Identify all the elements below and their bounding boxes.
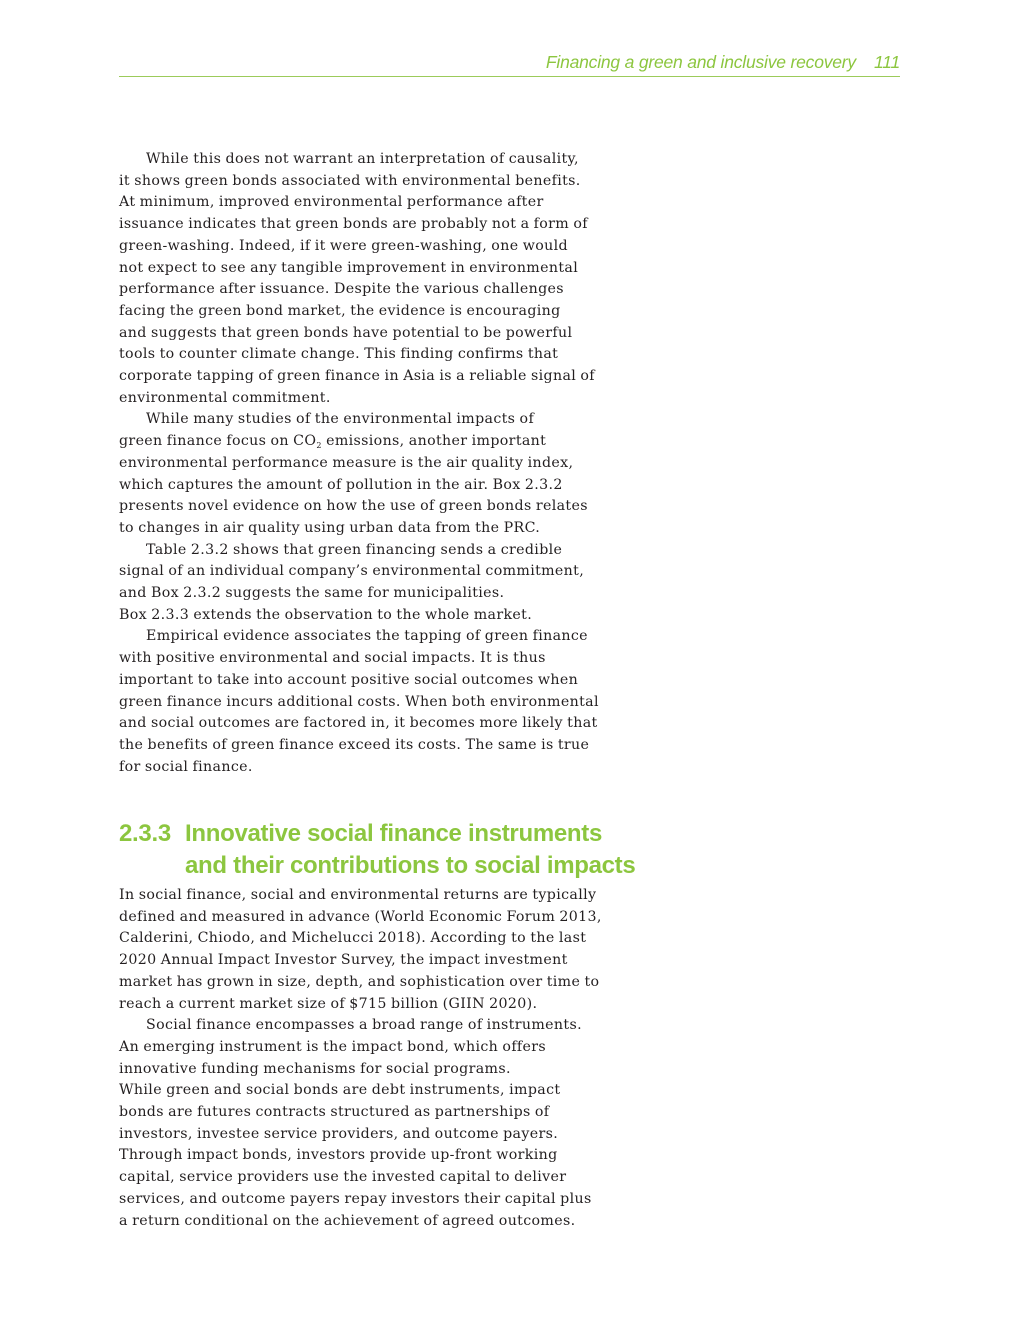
text-line: While many studies of the environmental impacts of — [146, 411, 535, 428]
paragraph — [119, 540, 599, 627]
text-line: reach a current market size of $715 billion (GIIN 2020). — [119, 995, 538, 1012]
text-line: tools to counter climate change. This finding confirms that — [119, 346, 559, 363]
text-line: Social finance encompasses a broad range of instruments. — [146, 1017, 582, 1034]
running-header — [119, 52, 900, 77]
text-line: and suggests that green bonds have potential to be powerful — [119, 324, 573, 341]
body-text-top — [119, 149, 599, 778]
text-line: environmental commitment. — [119, 389, 331, 406]
text-line: At minimum, improved environmental performance after — [119, 194, 544, 211]
text-line: defined and measured in advance (World Economic Forum 2013, — [119, 908, 602, 925]
text-line: important to take into account positive social outcomes when — [119, 671, 579, 688]
text-line: to changes in air quality using urban data from the PRC. — [119, 519, 541, 536]
section-title-line2: and their contributions to social impacts — [185, 852, 636, 879]
text-line: capital, service providers use the invested capital to deliver — [119, 1169, 567, 1186]
text-line: market has grown in size, depth, and sophistication over time to — [119, 973, 600, 990]
text-line: bonds are futures contracts structured as partnerships of — [119, 1104, 550, 1121]
co2-subscript: 2 — [316, 441, 322, 451]
text-line: performance after issuance. Despite the various challenges — [119, 281, 564, 298]
text-line: innovative funding mechanisms for social programs. — [119, 1060, 511, 1077]
text-line: with positive environmental and social impacts. It is thus — [119, 650, 546, 667]
text-line: While green and social bonds are debt instruments, impact — [119, 1082, 561, 1099]
paragraph — [119, 149, 599, 409]
text-line: 2020 Annual Impact Investor Survey, the impact investment — [119, 952, 568, 969]
text-line: and social outcomes are factored in, it becomes more likely that — [119, 715, 598, 732]
paragraph — [119, 885, 602, 1015]
text-line: Empirical evidence associates the tapping of green finance — [146, 628, 588, 645]
section-heading — [119, 818, 679, 882]
paragraph — [119, 626, 599, 778]
text-line: While this does not warrant an interpretation of causality, — [146, 151, 579, 167]
text-line: Through impact bonds, investors provide up-front working — [119, 1147, 558, 1164]
running-header-title: Financing a green and inclusive recovery — [545, 52, 856, 72]
text-line: a return conditional on the achievement of agreed outcomes. — [119, 1212, 576, 1229]
text-line: and Box 2.3.2 suggests the same for municipalities. — [119, 585, 505, 602]
body-text-bottom — [119, 885, 602, 1232]
text-line: it shows green bonds associated with environmental benefits. — [119, 172, 581, 189]
text-line: which captures the amount of pollution in the air. Box 2.3.2 — [119, 476, 563, 493]
text-line: not expect to see any tangible improvement in environmental — [119, 259, 579, 276]
text-line: signal of an individual company’s environmental commitment, — [119, 563, 585, 580]
text-line: the benefits of green finance exceed its costs. The same is true — [119, 736, 590, 753]
co2-text-before: green finance focus on CO — [119, 433, 317, 450]
text-line: Table 2.3.2 shows that green financing sends a credible — [146, 541, 563, 558]
paragraph — [119, 1015, 599, 1232]
text-line: issuance indicates that green bonds are probably not a form of — [119, 216, 588, 233]
text-line — [119, 431, 599, 453]
section-title-line1: Innovative social finance instruments — [185, 820, 603, 847]
text-line: Box 2.3.3 extends the observation to the whole market. — [119, 606, 533, 623]
text-line: In social finance, social and environmental returns are typically — [119, 887, 597, 903]
section-number: 2.3.3 — [119, 820, 171, 847]
text-line: presents novel evidence on how the use of green bonds relates — [119, 498, 588, 515]
text-line: facing the green bond market, the evidence is encouraging — [119, 302, 561, 319]
text-line: environmental performance measure is the air quality index, — [119, 454, 574, 471]
text-line: green finance incurs additional costs. When both environmental — [119, 693, 599, 710]
co2-text-after: emissions, another important — [321, 433, 547, 450]
text-line: corporate tapping of green finance in Asia is a reliable signal of — [119, 368, 595, 385]
text-line: for social finance. — [119, 758, 253, 775]
page-number: 111 — [873, 52, 900, 72]
text-line: Calderini, Chiodo, and Michelucci 2018). According to the last — [119, 930, 587, 947]
text-line: services, and outcome payers repay investors their capital plus — [119, 1190, 592, 1207]
text-line: investors, investee service providers, and outcome payers. — [119, 1125, 559, 1142]
paragraph — [119, 409, 599, 539]
text-line: green-washing. Indeed, if it were green-washing, one would — [119, 237, 568, 254]
text-line: An emerging instrument is the impact bond, which offers — [119, 1038, 547, 1055]
